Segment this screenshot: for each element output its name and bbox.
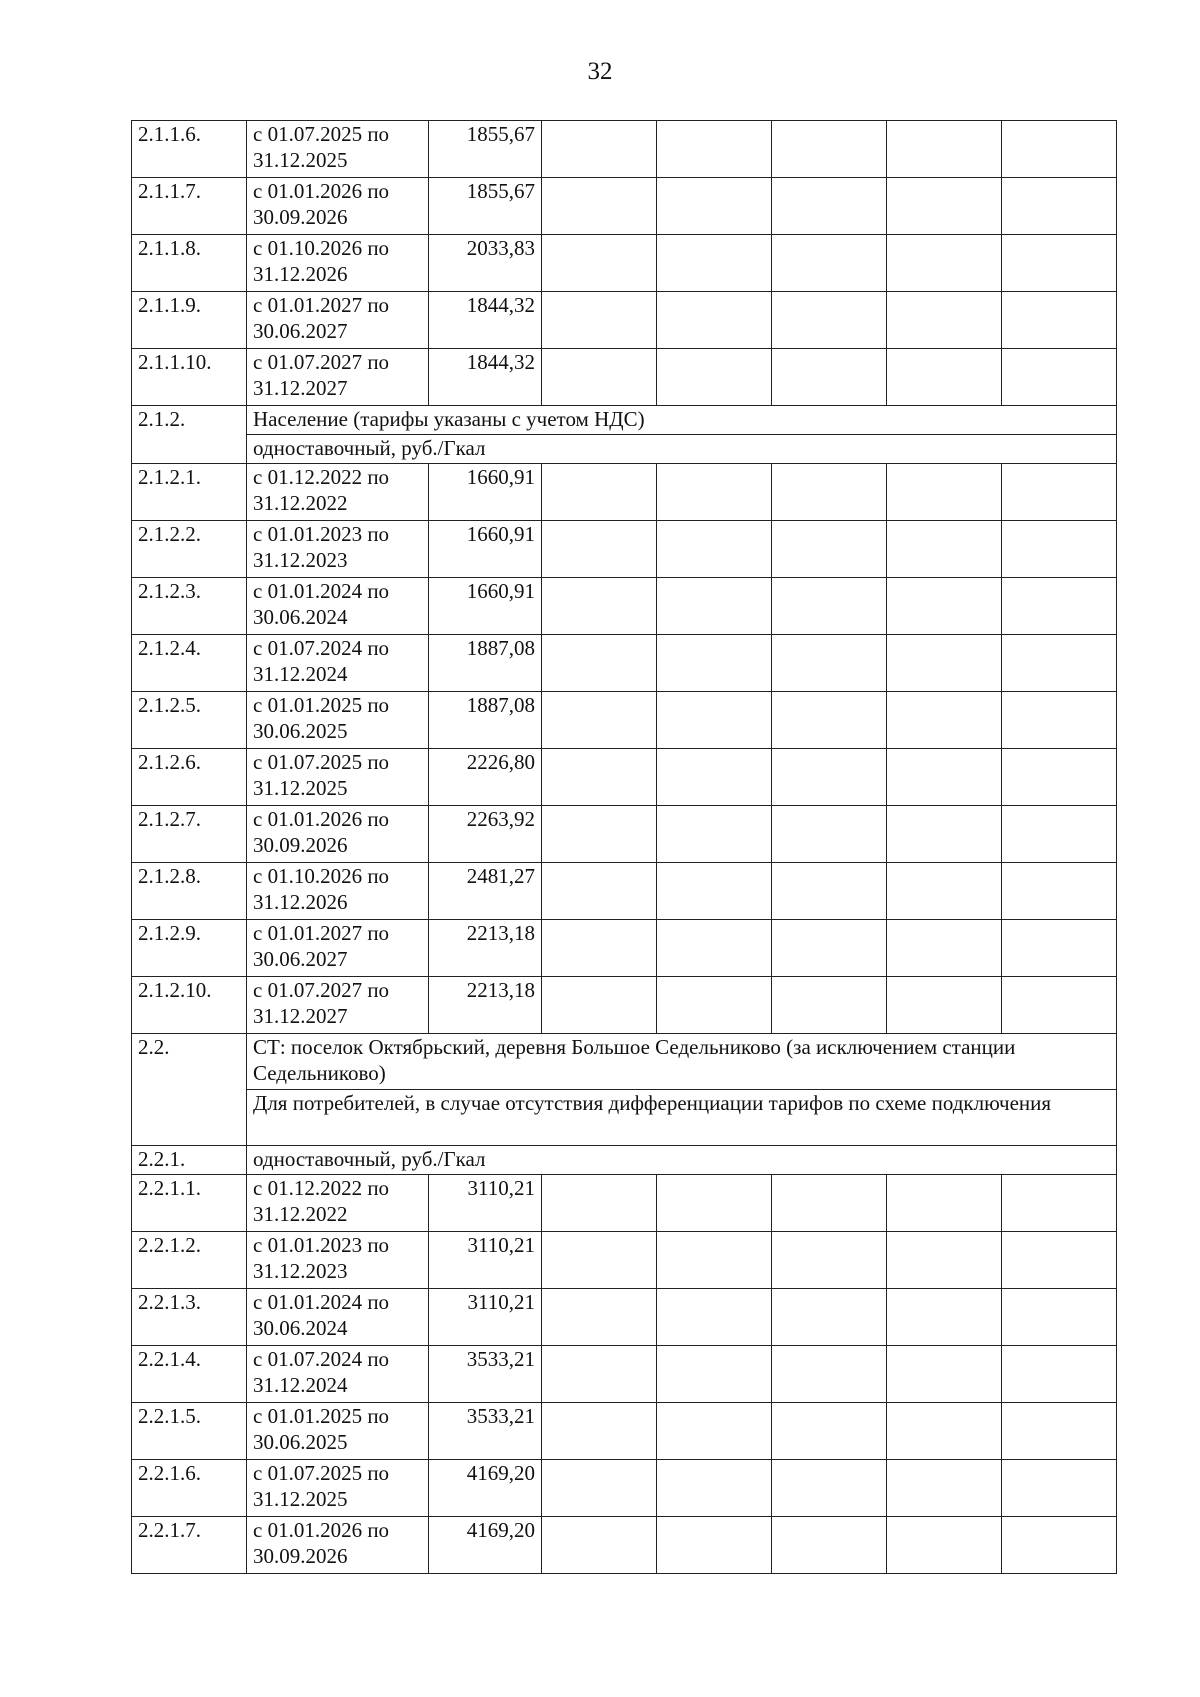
table-row <box>132 349 1117 406</box>
tariff-value: 4169,20 <box>429 1460 542 1517</box>
tariff-value: 1855,67 <box>429 178 542 235</box>
table-row <box>132 749 1117 806</box>
empty-cell <box>772 806 887 863</box>
empty-cell <box>657 920 772 977</box>
period-end: 31.12.2027 <box>253 1004 348 1028</box>
empty-cell <box>657 121 772 178</box>
table-row <box>132 578 1117 635</box>
tariff-value: 2263,92 <box>429 806 542 863</box>
group-header-row <box>132 1034 1117 1090</box>
table-row <box>132 1175 1117 1232</box>
empty-cell <box>542 292 657 349</box>
period-start: с 01.07.2025 по <box>253 122 390 146</box>
row-number: 2.1.2.4. <box>132 635 247 692</box>
row-number: 2.1.2.6. <box>132 749 247 806</box>
table-row <box>132 920 1117 977</box>
period-start: с 01.01.2023 по <box>253 1233 390 1257</box>
group-subtitle-row <box>132 435 1117 464</box>
row-number: 2.1.2.7. <box>132 806 247 863</box>
period-start: с 01.01.2024 по <box>253 1290 390 1314</box>
group-title: СТ: поселок Октябрьский, деревня Большое Седельниково (за исключением станции Седельниково) <box>247 1034 1117 1090</box>
period-end: 30.06.2027 <box>253 947 348 971</box>
empty-cell <box>772 1403 887 1460</box>
period-start: с 01.01.2024 по <box>253 579 390 603</box>
table-row <box>132 1232 1117 1289</box>
empty-cell <box>772 121 887 178</box>
period-cell <box>247 635 429 692</box>
period-start: с 01.01.2023 по <box>253 522 390 546</box>
period-end: 31.12.2022 <box>253 491 348 515</box>
tariff-value: 1844,32 <box>429 349 542 406</box>
empty-cell <box>542 1460 657 1517</box>
empty-cell <box>542 692 657 749</box>
empty-cell <box>1002 692 1117 749</box>
period-start: с 01.01.2027 по <box>253 921 390 945</box>
empty-cell <box>1002 806 1117 863</box>
table-row <box>132 1517 1117 1574</box>
tariff-value: 1660,91 <box>429 521 542 578</box>
empty-cell <box>542 1517 657 1574</box>
empty-cell <box>772 749 887 806</box>
empty-cell <box>542 806 657 863</box>
tariff-value: 2213,18 <box>429 920 542 977</box>
row-number: 2.2.1.1. <box>132 1175 247 1232</box>
empty-cell <box>657 292 772 349</box>
empty-cell <box>772 292 887 349</box>
period-start: с 01.01.2026 по <box>253 807 390 831</box>
empty-cell <box>772 692 887 749</box>
table-row <box>132 1346 1117 1403</box>
tariff-value: 1855,67 <box>429 121 542 178</box>
group-subtitle-row <box>132 1090 1117 1146</box>
period-cell <box>247 749 429 806</box>
row-number: 2.1.2.3. <box>132 578 247 635</box>
period-start: с 01.07.2027 по <box>253 350 390 374</box>
empty-cell <box>772 920 887 977</box>
period-end: 31.12.2025 <box>253 776 348 800</box>
row-number: 2.2.1.6. <box>132 1460 247 1517</box>
row-number: 2.1.2.8. <box>132 863 247 920</box>
table-row <box>132 692 1117 749</box>
empty-cell <box>1002 292 1117 349</box>
period-start: с 01.07.2025 по <box>253 750 390 774</box>
period-end: 31.12.2025 <box>253 1487 348 1511</box>
period-cell <box>247 977 429 1034</box>
empty-cell <box>887 121 1002 178</box>
empty-cell <box>772 1289 887 1346</box>
row-number: 2.1.2. <box>132 406 247 464</box>
empty-cell <box>657 1175 772 1232</box>
period-end: 31.12.2024 <box>253 1373 348 1397</box>
empty-cell <box>772 464 887 521</box>
empty-cell <box>1002 1517 1117 1574</box>
period-start: с 01.07.2027 по <box>253 978 390 1002</box>
empty-cell <box>657 635 772 692</box>
tariff-value: 1887,08 <box>429 692 542 749</box>
empty-cell <box>887 1346 1002 1403</box>
tariff-value: 2033,83 <box>429 235 542 292</box>
period-end: 31.12.2026 <box>253 890 348 914</box>
period-cell <box>247 1403 429 1460</box>
empty-cell <box>657 1232 772 1289</box>
period-start: с 01.12.2022 по <box>253 465 390 489</box>
empty-cell <box>1002 1289 1117 1346</box>
period-cell <box>247 578 429 635</box>
period-cell <box>247 1346 429 1403</box>
empty-cell <box>887 1289 1002 1346</box>
period-end: 31.12.2024 <box>253 662 348 686</box>
tariff-value: 3110,21 <box>429 1175 542 1232</box>
empty-cell <box>1002 920 1117 977</box>
empty-cell <box>1002 1460 1117 1517</box>
table-row <box>132 178 1117 235</box>
row-number: 2.1.2.5. <box>132 692 247 749</box>
empty-cell <box>887 1460 1002 1517</box>
period-cell <box>247 349 429 406</box>
empty-cell <box>887 749 1002 806</box>
period-cell <box>247 521 429 578</box>
empty-cell <box>887 635 1002 692</box>
empty-cell <box>657 1346 772 1403</box>
period-cell <box>247 1460 429 1517</box>
table-row <box>132 292 1117 349</box>
empty-cell <box>887 349 1002 406</box>
period-start: с 01.07.2025 по <box>253 1461 390 1485</box>
empty-cell <box>1002 1175 1117 1232</box>
empty-cell <box>1002 977 1117 1034</box>
tariff-value: 1887,08 <box>429 635 542 692</box>
empty-cell <box>542 863 657 920</box>
empty-cell <box>887 920 1002 977</box>
tariff-value: 2213,18 <box>429 977 542 1034</box>
period-start: с 01.07.2024 по <box>253 636 390 660</box>
empty-cell <box>542 235 657 292</box>
table-row <box>132 635 1117 692</box>
empty-cell <box>772 635 887 692</box>
empty-cell <box>657 578 772 635</box>
row-number: 2.1.2.10. <box>132 977 247 1034</box>
empty-cell <box>1002 1346 1117 1403</box>
period-end: 31.12.2023 <box>253 548 348 572</box>
empty-cell <box>657 1517 772 1574</box>
empty-cell <box>772 235 887 292</box>
empty-cell <box>772 1346 887 1403</box>
period-end: 30.09.2026 <box>253 833 348 857</box>
table-row <box>132 1289 1117 1346</box>
empty-cell <box>657 235 772 292</box>
empty-cell <box>542 1403 657 1460</box>
row-number: 2.1.1.10. <box>132 349 247 406</box>
empty-cell <box>657 178 772 235</box>
period-end: 30.06.2027 <box>253 319 348 343</box>
empty-cell <box>772 977 887 1034</box>
row-number: 2.1.1.7. <box>132 178 247 235</box>
period-cell <box>247 1175 429 1232</box>
empty-cell <box>542 1289 657 1346</box>
tariff-value: 3533,21 <box>429 1346 542 1403</box>
empty-cell <box>657 1403 772 1460</box>
empty-cell <box>1002 349 1117 406</box>
empty-cell <box>772 1175 887 1232</box>
row-number: 2.2.1.4. <box>132 1346 247 1403</box>
table-row <box>132 521 1117 578</box>
section-label-row <box>132 1146 1117 1175</box>
table-row <box>132 121 1117 178</box>
row-number: 2.1.1.6. <box>132 121 247 178</box>
period-start: с 01.01.2025 по <box>253 1404 390 1428</box>
table-row <box>132 806 1117 863</box>
group-subtitle: Для потребителей, в случае отсутствия дифференциации тарифов по схеме подключения <box>247 1090 1117 1146</box>
period-cell <box>247 920 429 977</box>
tariff-value: 1660,91 <box>429 578 542 635</box>
row-number: 2.1.2.1. <box>132 464 247 521</box>
row-number: 2.1.2.9. <box>132 920 247 977</box>
empty-cell <box>1002 749 1117 806</box>
period-start: с 01.12.2022 по <box>253 1176 390 1200</box>
period-end: 31.12.2023 <box>253 1259 348 1283</box>
period-start: с 01.01.2025 по <box>253 693 390 717</box>
period-cell <box>247 235 429 292</box>
period-start: с 01.10.2026 по <box>253 864 390 888</box>
empty-cell <box>542 920 657 977</box>
row-number: 2.1.1.8. <box>132 235 247 292</box>
empty-cell <box>542 178 657 235</box>
section-label: одноставочный, руб./Гкал <box>247 1146 1117 1175</box>
empty-cell <box>657 521 772 578</box>
empty-cell <box>542 1232 657 1289</box>
empty-cell <box>1002 464 1117 521</box>
empty-cell <box>1002 1232 1117 1289</box>
empty-cell <box>1002 178 1117 235</box>
period-start: с 01.01.2027 по <box>253 293 390 317</box>
period-cell <box>247 1232 429 1289</box>
empty-cell <box>542 1175 657 1232</box>
group-title: Население (тарифы указаны с учетом НДС) <box>247 406 1117 435</box>
period-cell <box>247 1517 429 1574</box>
empty-cell <box>887 863 1002 920</box>
period-end: 31.12.2025 <box>253 148 348 172</box>
table-row <box>132 235 1117 292</box>
empty-cell <box>657 863 772 920</box>
empty-cell <box>772 1232 887 1289</box>
empty-cell <box>887 178 1002 235</box>
period-end: 30.06.2024 <box>253 605 348 629</box>
row-number: 2.1.2.2. <box>132 521 247 578</box>
period-end: 31.12.2022 <box>253 1202 348 1226</box>
period-cell <box>247 692 429 749</box>
period-end: 30.09.2026 <box>253 1544 348 1568</box>
tariff-value: 2481,27 <box>429 863 542 920</box>
empty-cell <box>1002 635 1117 692</box>
empty-cell <box>542 635 657 692</box>
empty-cell <box>772 863 887 920</box>
empty-cell <box>657 464 772 521</box>
tariff-value: 3533,21 <box>429 1403 542 1460</box>
empty-cell <box>657 806 772 863</box>
empty-cell <box>542 749 657 806</box>
tariff-table <box>131 120 1117 1574</box>
group-header-row <box>132 406 1117 435</box>
period-cell <box>247 178 429 235</box>
period-start: с 01.07.2024 по <box>253 1347 390 1371</box>
row-number: 2.2.1.5. <box>132 1403 247 1460</box>
group-subtitle: одноставочный, руб./Гкал <box>247 435 1117 464</box>
period-cell <box>247 292 429 349</box>
empty-cell <box>542 521 657 578</box>
empty-cell <box>887 292 1002 349</box>
table-row <box>132 1460 1117 1517</box>
empty-cell <box>542 977 657 1034</box>
empty-cell <box>1002 521 1117 578</box>
empty-cell <box>657 1460 772 1517</box>
period-end: 30.06.2025 <box>253 719 348 743</box>
empty-cell <box>887 1403 1002 1460</box>
tariff-value: 3110,21 <box>429 1289 542 1346</box>
empty-cell <box>887 464 1002 521</box>
empty-cell <box>542 464 657 521</box>
empty-cell <box>657 349 772 406</box>
empty-cell <box>887 521 1002 578</box>
period-cell <box>247 121 429 178</box>
empty-cell <box>772 178 887 235</box>
empty-cell <box>887 235 1002 292</box>
empty-cell <box>772 521 887 578</box>
tariff-value: 1844,32 <box>429 292 542 349</box>
table-row <box>132 464 1117 521</box>
empty-cell <box>887 977 1002 1034</box>
empty-cell <box>887 692 1002 749</box>
period-end: 30.09.2026 <box>253 205 348 229</box>
empty-cell <box>1002 863 1117 920</box>
empty-cell <box>1002 235 1117 292</box>
empty-cell <box>772 1460 887 1517</box>
empty-cell <box>657 749 772 806</box>
empty-cell <box>542 349 657 406</box>
row-number: 2.2.1. <box>132 1146 247 1175</box>
empty-cell <box>1002 1403 1117 1460</box>
empty-cell <box>542 121 657 178</box>
period-start: с 01.01.2026 по <box>253 179 390 203</box>
empty-cell <box>887 578 1002 635</box>
empty-cell <box>887 1232 1002 1289</box>
row-number: 2.2.1.3. <box>132 1289 247 1346</box>
period-cell <box>247 806 429 863</box>
empty-cell <box>657 977 772 1034</box>
tariff-table-body <box>132 121 1117 1574</box>
row-number: 2.1.1.9. <box>132 292 247 349</box>
empty-cell <box>1002 121 1117 178</box>
empty-cell <box>772 1517 887 1574</box>
empty-cell <box>887 806 1002 863</box>
empty-cell <box>657 692 772 749</box>
period-start: с 01.01.2026 по <box>253 1518 390 1542</box>
tariff-value: 4169,20 <box>429 1517 542 1574</box>
table-row <box>132 863 1117 920</box>
row-number: 2.2.1.7. <box>132 1517 247 1574</box>
tariff-value: 3110,21 <box>429 1232 542 1289</box>
period-start: с 01.10.2026 по <box>253 236 390 260</box>
tariff-value: 1660,91 <box>429 464 542 521</box>
period-cell <box>247 1289 429 1346</box>
row-number: 2.2. <box>132 1034 247 1146</box>
period-end: 30.06.2024 <box>253 1316 348 1340</box>
table-row <box>132 1403 1117 1460</box>
row-number: 2.2.1.2. <box>132 1232 247 1289</box>
page-number: 32 <box>587 58 613 85</box>
period-cell <box>247 464 429 521</box>
empty-cell <box>772 349 887 406</box>
period-end: 30.06.2025 <box>253 1430 348 1454</box>
empty-cell <box>887 1175 1002 1232</box>
table-row <box>132 977 1117 1034</box>
empty-cell <box>1002 578 1117 635</box>
empty-cell <box>772 578 887 635</box>
empty-cell <box>542 578 657 635</box>
empty-cell <box>542 1346 657 1403</box>
period-end: 31.12.2026 <box>253 262 348 286</box>
period-end: 31.12.2027 <box>253 376 348 400</box>
tariff-value: 2226,80 <box>429 749 542 806</box>
period-cell <box>247 863 429 920</box>
empty-cell <box>887 1517 1002 1574</box>
empty-cell <box>657 1289 772 1346</box>
